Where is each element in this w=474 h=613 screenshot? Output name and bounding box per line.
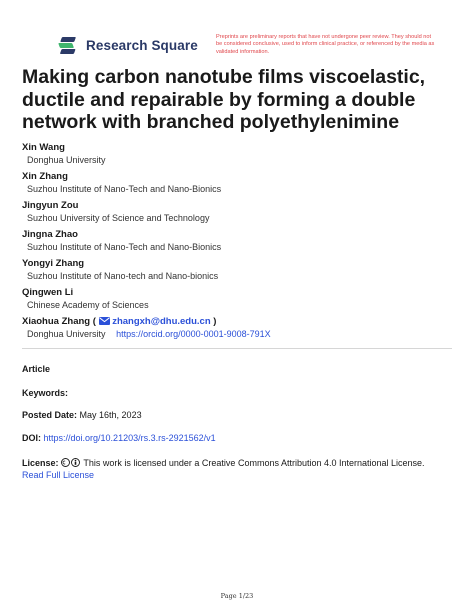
corresponding-author-name-row	[22, 316, 462, 328]
author-name: Xin Zhang	[22, 171, 68, 182]
paren-close: )	[213, 316, 217, 327]
mail-icon	[99, 317, 110, 325]
research-square-logo[interactable]	[58, 37, 198, 54]
author-entry	[22, 287, 462, 316]
email-group	[93, 316, 217, 327]
corresponding-author-entry	[22, 316, 462, 345]
author-name: Jingyun Zou	[22, 200, 79, 211]
author-affiliation-row	[22, 328, 462, 345]
preprint-disclaimer: Preprints are preliminary reports that have not undergone peer review. They should not be considered conclusive, used to inform clinical practice, or referenced by the media as validated information.	[216, 34, 435, 55]
author-name: Yongyi Zhang	[22, 258, 85, 269]
article-type-label: Article	[22, 364, 51, 374]
license-label: License:	[22, 458, 59, 468]
author-affiliation: Donghua University	[27, 329, 106, 339]
license-text: This work is licensed under a Creative Commons Attribution 4.0 International License.	[83, 458, 425, 468]
author-affiliation: Suzhou Institute of Nano-Tech and Nano-Bionics	[27, 242, 222, 252]
author-entry	[22, 200, 462, 229]
author-list	[22, 142, 462, 345]
license-row	[22, 457, 425, 481]
author-name: Jingna Zhao	[22, 229, 78, 240]
posted-date-value: May 16th, 2023	[79, 410, 142, 420]
author-name: Xin Wang	[22, 142, 65, 153]
paper-title: Making carbon nanotube films viscoelastic, ductile and repairable by forming a double network with branched polyethylenimine	[22, 66, 426, 133]
research-square-logo-icon	[58, 37, 80, 54]
read-full-license-link[interactable]: Read Full License	[22, 470, 95, 480]
author-affiliation: Suzhou Institute of Nano-Tech and Nano-Bionics	[27, 184, 222, 194]
author-entry	[22, 229, 462, 258]
author-affiliation: Chinese Academy of Sciences	[27, 300, 149, 310]
doi-row	[22, 432, 216, 444]
keywords-label: Keywords:	[22, 388, 69, 398]
page-number: Page 1/23	[220, 592, 254, 600]
section-divider	[22, 348, 452, 349]
author-name: Qingwen Li	[22, 287, 74, 298]
author-affiliation: Suzhou Institute of Nano-tech and Nano-bionics	[27, 271, 219, 281]
author-entry	[22, 171, 462, 200]
posted-date-row	[22, 409, 142, 421]
posted-date-label: Posted Date:	[22, 410, 78, 420]
author-affiliation: Suzhou University of Science and Technology	[27, 213, 210, 223]
doi-link[interactable]: https://doi.org/10.21203/rs.3.rs-2921562/v1	[43, 433, 216, 443]
article-type	[22, 363, 50, 375]
corresponding-author-name: Xiaohua Zhang	[22, 316, 91, 327]
paren-open: (	[92, 316, 96, 327]
email-link[interactable]: zhangxh@dhu.edu.cn	[112, 316, 211, 327]
doi-label: DOI:	[22, 433, 41, 443]
creative-commons-icon	[61, 458, 81, 467]
author-entry	[22, 142, 462, 171]
logo-text: Research Square	[86, 38, 198, 53]
author-affiliation: Donghua University	[27, 155, 106, 165]
orcid-link[interactable]: https://orcid.org/0000-0001-9008-791X	[116, 329, 271, 339]
author-entry	[22, 258, 462, 287]
keywords-row	[22, 387, 68, 399]
